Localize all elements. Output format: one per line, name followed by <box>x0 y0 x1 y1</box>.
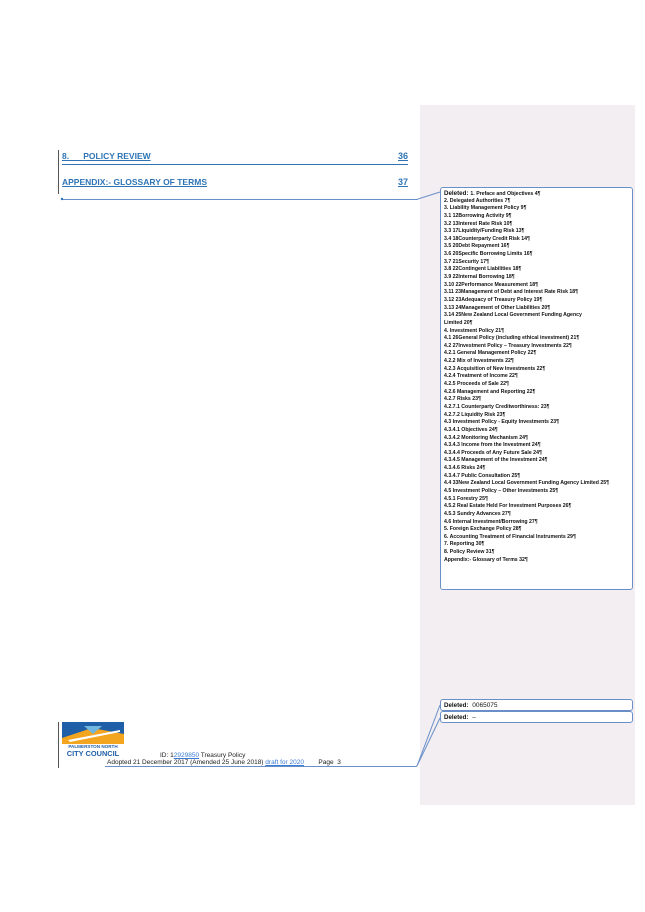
deleted-toc-line <box>444 450 629 458</box>
deleted-toc-text: 4.3.4.6 Risks 24¶ <box>444 465 486 472</box>
deleted-toc-line <box>444 358 629 366</box>
deleted-toc-text: 4.5.1 Forestry 25¶ <box>444 495 488 502</box>
deleted-toc-line <box>444 282 629 290</box>
deleted-toc-line <box>444 343 629 351</box>
balloon-value: – <box>472 714 476 721</box>
deleted-toc-line <box>444 457 629 465</box>
deleted-toc-line <box>444 419 629 427</box>
deleted-toc-line <box>444 435 629 443</box>
deleted-toc-text: 4.3.4.5 Management of the Investment 24¶ <box>444 457 548 464</box>
deleted-toc-text: 7. Reporting 30¶ <box>444 541 485 548</box>
deleted-toc-text: 2. Delegated Authorities 7¶ <box>444 197 511 204</box>
deleted-toc-text: 3.4 18Counterparty Credit Risk 14¶ <box>444 235 530 242</box>
deleted-toc-text: 4.2.3 Acquisition of New Investments 22¶ <box>444 365 546 372</box>
deleted-toc-line <box>444 297 629 305</box>
logo-line-1: PALMERSTON NORTH <box>68 744 118 749</box>
footer-id-line <box>160 752 245 759</box>
deleted-toc-line <box>444 190 629 198</box>
deleted-toc-line <box>444 480 629 488</box>
footer-change-bar <box>58 722 59 768</box>
city-council-logo <box>62 722 124 758</box>
toc-entry-label: APPENDIX:- GLOSSARY OF TERMS <box>62 177 207 187</box>
deleted-toc-text: 4.2.7 Risks 23¶ <box>444 396 481 403</box>
deleted-comment-balloon[interactable] <box>440 187 633 590</box>
deleted-toc-line <box>444 404 629 412</box>
deleted-toc-line <box>444 381 629 389</box>
deleted-toc-text: 4.5.2 Real Estate Held For Investment Purposes 26¶ <box>444 503 572 510</box>
deleted-toc-text: 3.11 23Management of Debt and Interest Rate Risk 18¶ <box>444 289 579 296</box>
deleted-toc-line <box>444 442 629 450</box>
deleted-toc-text: 3.13 24Management of Other Liabilities 20¶ <box>444 304 551 311</box>
deleted-toc-line <box>444 488 629 496</box>
deleted-toc-line <box>444 259 629 267</box>
deleted-toc-text: 4.3.4.2 Monitoring Mechanism 24¶ <box>444 434 528 441</box>
deleted-toc-text: 4.3.4.7 Public Consultation 25¶ <box>444 472 521 479</box>
deleted-toc-text: 4.2 27Investment Policy – Treasury Investments 22¶ <box>444 342 572 349</box>
deleted-toc-text: 3.6 20Specific Borrowing Limits 16¶ <box>444 251 533 258</box>
toc-entry-page: 36 <box>397 151 408 161</box>
deleted-toc-text: 3.3 17Liquidity/Funding Risk 13¶ <box>444 228 525 235</box>
deleted-toc-line <box>444 205 629 213</box>
deleted-toc-text: 4.2.2 Mix of Investments 22¶ <box>444 358 514 365</box>
deleted-toc-text: 4.2.6 Management and Reporting 22¶ <box>444 388 536 395</box>
deleted-toc-line <box>444 228 629 236</box>
deleted-toc-text: 4. Investment Policy 21¶ <box>444 327 504 334</box>
deleted-toc-text: 6. Accounting Treatment of Financial Instruments 29¶ <box>444 533 576 540</box>
logo-line-2: CITY COUNCIL <box>66 749 120 758</box>
deleted-toc-text: 4.2.7.2 Liquidity Risk 23¶ <box>444 411 506 418</box>
balloon-label: Deleted: <box>444 714 469 721</box>
deleted-toc-line <box>444 541 629 549</box>
footer-page-label: Page <box>318 759 334 766</box>
deleted-toc-line <box>444 427 629 435</box>
footer-doc-title: Treasury Policy <box>200 752 246 759</box>
deleted-toc-text: 3.14 25New Zealand Local Government Funding Agency <box>444 312 582 319</box>
deleted-toc-line <box>444 511 629 519</box>
deleted-toc-text: 3.2 13Interest Rate Risk 10¶ <box>444 220 513 227</box>
deleted-toc-text: 3.10 22Performance Measurement 18¶ <box>444 281 539 288</box>
deleted-toc-text: 4.2.4 Treatment of Income 22¶ <box>444 373 518 380</box>
deleted-toc-text: 4.2.1 General Management Policy 22¶ <box>444 350 537 357</box>
deleted-toc-text: 4.2.7.1 Counterparty Creditworthiness: 23¶ <box>444 403 550 410</box>
footer-adopted-line <box>107 759 341 766</box>
footer-rule <box>105 766 417 767</box>
deleted-toc-text: 3.9 22Internal Borrowing 18¶ <box>444 274 515 281</box>
deleted-toc-text: 3.12 23Adequacy of Treasury Policy 19¶ <box>444 296 543 303</box>
deleted-toc-line <box>444 198 629 206</box>
deleted-toc-line <box>444 412 629 420</box>
deleted-toc-text: 4.3.4.1 Objectives 24¶ <box>444 426 498 433</box>
deleted-toc-text: 4.3 Investment Policy - Equity Investments 23¶ <box>444 419 560 426</box>
deleted-toc-line <box>444 373 629 381</box>
deleted-toc-text: 4.4 33New Zealand Local Government Funding Agency Limited 25¶ <box>444 480 609 487</box>
deleted-toc-text: 4.5.3 Sundry Advances 27¶ <box>444 510 511 517</box>
deleted-toc-text: 8. Policy Review 31¶ <box>444 549 495 556</box>
logo-emblem-icon <box>62 722 124 744</box>
deleted-toc-line <box>444 266 629 274</box>
deleted-toc-line <box>444 519 629 527</box>
balloon-label: Deleted: <box>444 190 469 197</box>
deleted-toc-line <box>444 557 629 565</box>
deleted-toc-line <box>444 503 629 511</box>
balloon-value: 0065075 <box>472 702 498 709</box>
deleted-comment-balloon-id[interactable] <box>440 699 633 711</box>
deleted-toc-line <box>444 366 629 374</box>
deleted-toc-line <box>444 526 629 534</box>
footer-adopted: Adopted 21 December 2017 (Amended 25 June 2018) <box>107 759 264 766</box>
deleted-toc-line <box>444 243 629 251</box>
deleted-comment-balloon-dash[interactable] <box>440 711 633 723</box>
toc-entry-page: 37 <box>397 177 408 187</box>
footer-id-label: ID: <box>160 752 169 759</box>
deleted-toc-line <box>444 236 629 244</box>
deleted-toc-text: 4.3.4.4 Proceeds of Any Future Sale 24¶ <box>444 449 542 456</box>
footer-id-value: 1 <box>170 752 174 759</box>
footer-id-inserted: 2929850 <box>173 752 200 759</box>
deleted-toc-text: 5. Foreign Exchange Policy 28¶ <box>444 526 522 533</box>
toc-entry-label: 8. POLICY REVIEW <box>62 151 151 161</box>
deleted-toc-text: 3.1 12Borrowing Activity 9¶ <box>444 212 512 219</box>
deleted-toc-line <box>444 350 629 358</box>
deleted-toc-line <box>444 312 629 320</box>
deleted-toc-line <box>444 389 629 397</box>
deleted-toc-text: 3.7 21Security 17¶ <box>444 258 489 265</box>
deleted-toc-text: Appendix:- Glossary of Terms 32¶ <box>444 556 528 563</box>
deleted-toc-line <box>444 251 629 259</box>
deleted-toc-text: 4.3.4.3 Income from the Investment 24¶ <box>444 442 541 449</box>
deleted-toc-text: 3. Liability Management Policy 9¶ <box>444 205 527 212</box>
deleted-toc-line <box>444 396 629 404</box>
deleted-toc-line <box>444 305 629 313</box>
deleted-toc-text: 4.6 Internal Investment/Borrowing 27¶ <box>444 518 538 525</box>
deleted-toc-line <box>444 473 629 481</box>
footer-draft: draft for 2020 <box>265 759 304 766</box>
deleted-toc-line <box>444 465 629 473</box>
footer-page-number: 3 <box>337 759 341 766</box>
deleted-toc-text: 1. Preface and Objectives 4¶ <box>470 191 541 197</box>
deleted-toc-text: 4.1 26General Policy (including ethical investment) 21¶ <box>444 335 580 342</box>
deleted-toc-text: 4.2.5 Proceeds of Sale 22¶ <box>444 381 509 388</box>
balloon-label: Deleted: <box>444 702 469 709</box>
deleted-toc-text: 3.8 22Contingent Liabilities 18¶ <box>444 266 522 273</box>
deleted-toc-text: 4.5 Investment Policy – Other Investments 25¶ <box>444 487 559 494</box>
deleted-toc-line <box>444 328 629 336</box>
deleted-toc-text: Limited 20¶ <box>444 319 473 326</box>
deleted-toc-line <box>444 534 629 542</box>
deleted-toc-line <box>444 213 629 221</box>
deleted-toc-line <box>444 549 629 557</box>
deleted-toc-text: 3.5 20Debt Repayment 16¶ <box>444 243 510 250</box>
deleted-toc-line <box>444 496 629 504</box>
deleted-toc-line <box>444 221 629 229</box>
deleted-toc-line <box>444 335 629 343</box>
deleted-toc-line <box>444 289 629 297</box>
deleted-toc-line <box>444 320 629 328</box>
deleted-toc-line <box>444 274 629 282</box>
